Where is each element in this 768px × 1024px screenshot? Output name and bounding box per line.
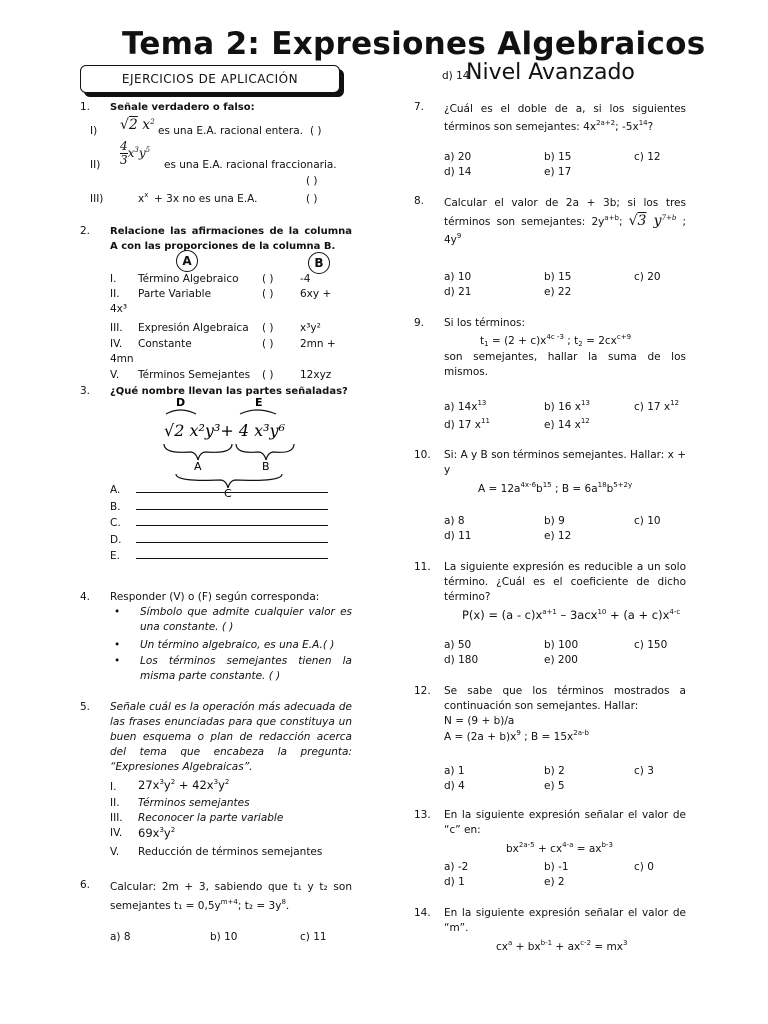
question-11: 11. La siguiente expresión es reducible a un solo término. ¿Cuál es el coeficiente de dicho término? $P(x) = (a - c)x^{a+1} - 3acx^{10} + (a + c)x^{4-c}$ a) 50 b) 100 c) 150 d) 180 e) 200 [414, 561, 686, 666]
stray-option: d) 14 [442, 70, 470, 82]
column-b-circle: B [308, 252, 330, 274]
answer-line[interactable] [136, 499, 328, 510]
label-c: C [224, 487, 232, 498]
question-14: 14. En la siguiente expresión señalar el valor de “m”. $cx^a + bx^{b-1} + ax^{c-2} = mx^3$ [414, 907, 686, 953]
question-10: 10. Si: A y B son términos semejantes. Hallar: x + y $A = 12a^{4x-6}b^{15}$ ; $B = 6a^{18}b^{5+2y}$ a) 8 b) 9 c) 10 d) 11 e) 12 [414, 449, 687, 542]
question-13: 13. En la siguiente expresión señalar el valor de “c” en: $bx^{2a-5} + cx^{4-a} = ax^{b-3}$ a) -2 b) -1 c) 0 d) 1 e) 2 [414, 809, 686, 888]
question-8: 8. Calcular el valor de 2a + 3b; si los tres términos son semejantes: $2y^{a+b}$; √3 $y^{7+b}$ ; $4y^9$ a) 10 b) 15 c) 20 d) 21 e) 22 [414, 195, 687, 298]
answer-line[interactable] [136, 482, 328, 493]
question-4: 4. Responder (V) o (F) según corresponda: • Símbolo que admite cualquier valor es una constante. ( ) • Un término algebraico, es una E.A.( ) • Los términos semejantes tienen la misma parte constante. ( ) [80, 591, 352, 682]
answer-lines: A. B. C. D. E. [110, 482, 328, 565]
page-title: Tema 2: Expresiones Algebraicos [122, 26, 706, 62]
column-a-circle: A [176, 250, 198, 272]
question-12: 12. Se sabe que los términos mostrados a continuación son semejantes. Hallar: N = (9 + b)/a $A = (2a + b)x^9$ ; $B = 15x^{2a-b}$ a) 1 b) 2 c) 3 d) 4 e) 5 [414, 685, 686, 792]
question-6: 6. Calcular: 2m + 3, sabiendo que t₁ y t₂ son semejantes $t_1 = 0,5y^{m+4}$; $t_2 = 3y^8$. a) 8 b) 10 c) 11 [80, 879, 352, 943]
brace-d [166, 410, 196, 414]
question-2: 2. Relacione las afirmaciones de la columna A con las proporciones de la columna B. A B I. Término Algebraico ( ) -4 II. Parte Variable ( ) 6xy + 4x³ III. Expresión Algebraica ( ) x³y² IV. Constante ( ) 2mn + 4mn V. Términos Semejantes ( ) 12xyz [80, 225, 352, 381]
question-5: 5. Señale cuál es la operación más adecuada de las frases enunciadas para que constituya un buen esquema o plan de redacción acerca del tema que encabeza la pregunta: “Expresiones Algebraicas”. I. $27x^3y^2 + 42x^3y^2$ II. Términos semejantes III. Reconocer la parte variable IV. $69x^3y^2$ V. Reducción de términos semejantes [80, 701, 352, 858]
answer-line[interactable] [136, 548, 328, 559]
answer-line[interactable] [136, 532, 328, 543]
question-7: 7. ¿Cuál es el doble de a, si los siguientes términos son semejantes: $4x^{2a+2}$; $-5x^{14}$? a) 20 b) 15 c) 12 d) 14 e) 17 [414, 101, 686, 178]
label-e: E [255, 396, 263, 409]
expression-text: √2 x²y³+ 4 x³y⁶ [164, 421, 285, 440]
brace-e [240, 410, 276, 414]
math-fraction: $\frac{4}{3}$ $x^3y^5$ [120, 139, 151, 167]
math-sqrt2x2: √2 $x^2$ [120, 117, 155, 133]
section-banner: EJERCICIOS DE APLICACIÓN [80, 65, 340, 93]
question-1: 1. Señale verdadero o falso: I) √2 $x^2$ es una E.A. racional entera. ( ) II) $\frac{4}{3}$ $x^3y^5$ es una E.A. racional fraccionaria. ( ) III) $x^x$ + 3x no es una E.A. ( ) [80, 101, 337, 205]
question-3: 3. ¿Qué nombre llevan las partes señaladas? D E √2 x²y³+ 4 x³y⁶ A B C A. B. C. D. E. [80, 384, 352, 564]
label-b: B [262, 460, 270, 473]
math-xx: $x^x$ [138, 191, 149, 205]
label-d: D [176, 396, 186, 409]
label-a: A [194, 460, 202, 473]
brace-a [164, 444, 232, 460]
level-subtitle: Nivel Avanzado [466, 60, 635, 85]
brace-b [236, 444, 294, 460]
question-9: 9. Si los términos: $t_1 = (2 + c)x^{4c -3}$ ; $t_2 = 2cx^{c+9}$ son semejantes, hallar la suma de los mismos. a) $14x^{13}$ b) 16 $x^{13}$ c) 17 $x^{12}$ d) 17 $x^{11}$ e) 14 $x^{12}$ [414, 317, 686, 431]
answer-line[interactable] [136, 515, 328, 526]
